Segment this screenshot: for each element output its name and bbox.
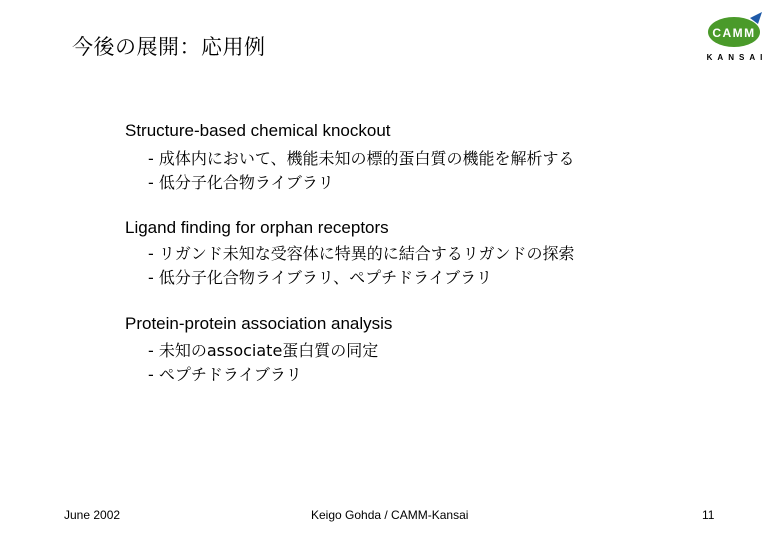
item-2-sub-2: - 低分子化合物ライブラリ、ペプチドライブラリ <box>148 268 493 287</box>
footer-page-number: 11 <box>702 508 715 522</box>
item-3-sub-2: - ペプチドライブラリ <box>148 365 302 384</box>
logo-text-top: CAMM <box>712 26 756 40</box>
item-2-heading: Ligand finding for orphan receptors <box>125 218 389 237</box>
item-2-sub-1: - リガンド未知な受容体に特異的に結合するリガンドの探索 <box>148 244 575 263</box>
item-1-sub-1: - 成体内において、機能未知の標的蛋白質の機能を解析する <box>148 149 575 168</box>
footer-date: June 2002 <box>64 508 121 522</box>
item-1-sub-2: - 低分子化合物ライブラリ <box>148 173 334 192</box>
slide-title: 今後の展開：応用例 <box>72 35 266 59</box>
item-1-heading: Structure-based chemical knockout <box>125 121 391 140</box>
logo-text-bottom: KANSAI <box>706 53 768 62</box>
item-3-heading: Protein-protein association analysis <box>125 314 393 333</box>
item-3-sub-1: - 未知のassociate蛋白質の同定 <box>148 341 379 360</box>
footer-author: Keigo Gohda / CAMM-Kansai <box>311 508 469 522</box>
